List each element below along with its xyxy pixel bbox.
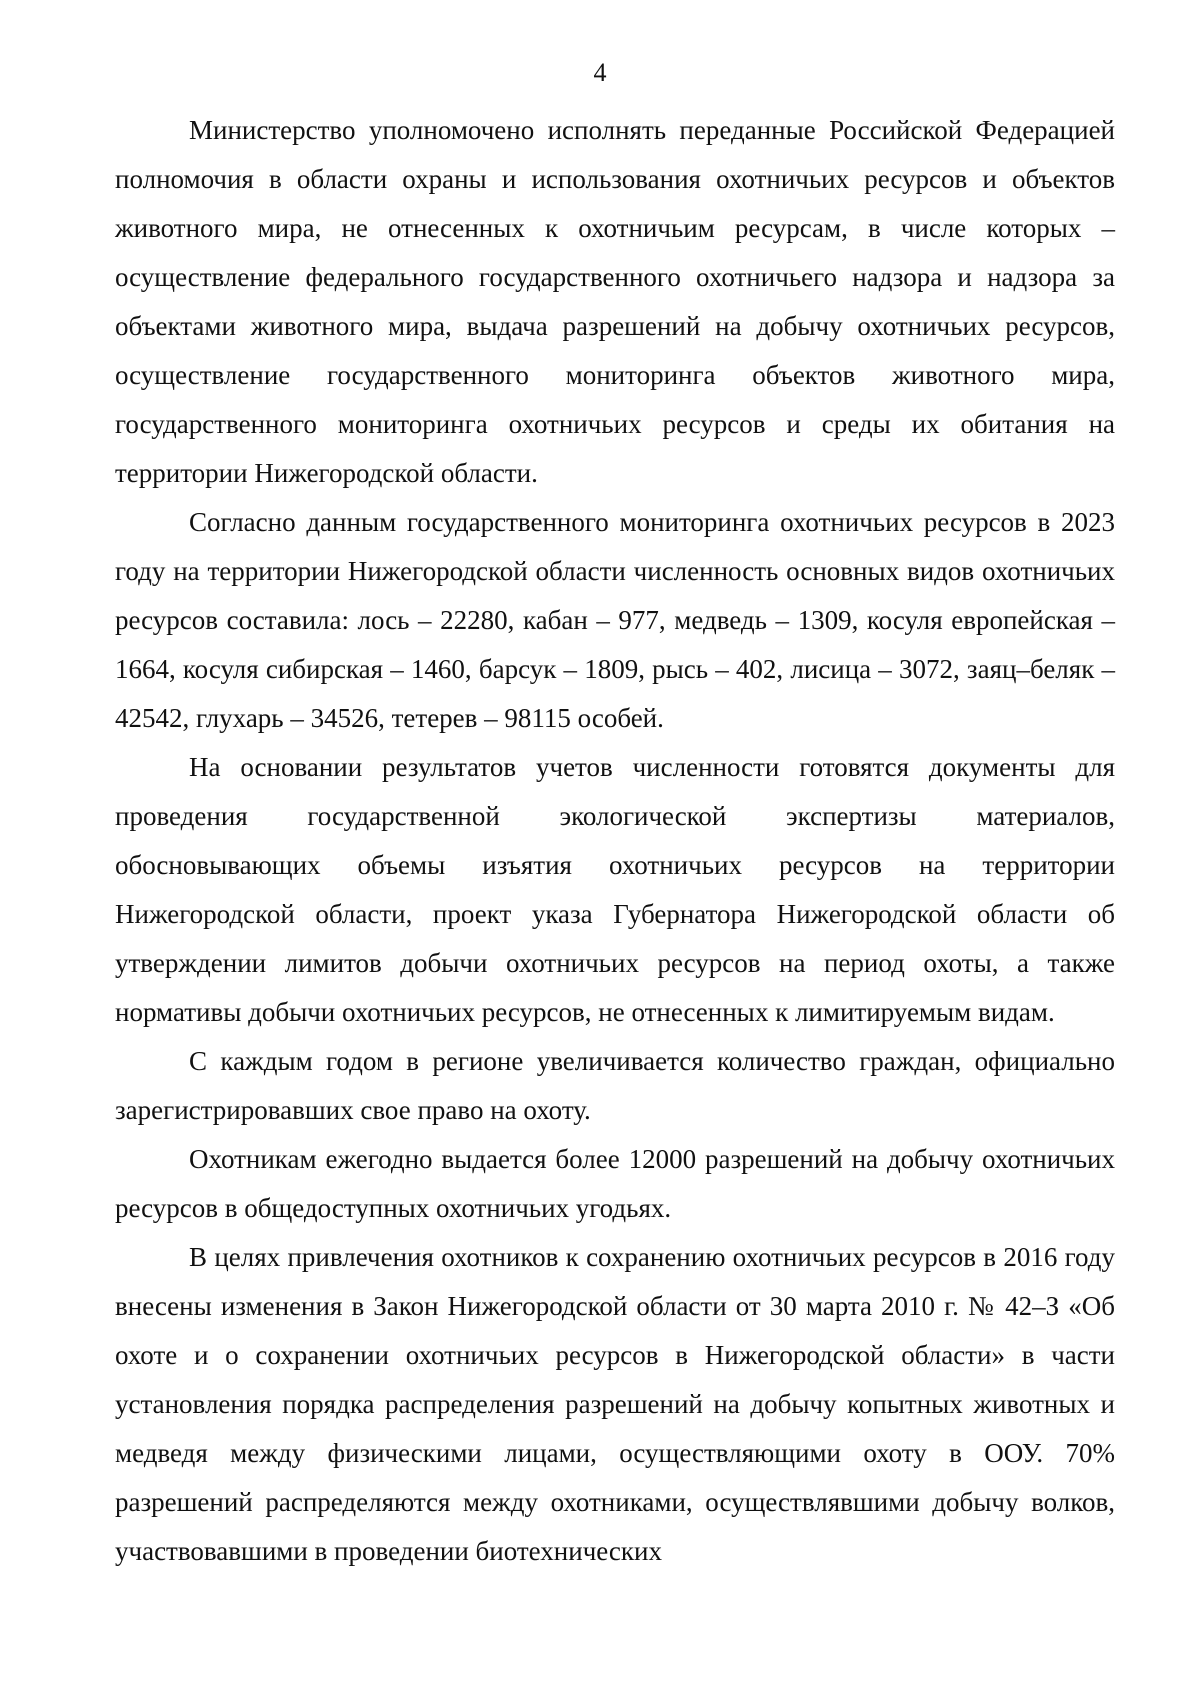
paragraph-monitoring-data: Согласно данным государственного мониторинга охотничьих ресурсов в 2023 году на территории Нижегородской области численность основных видов охотничьих ресурсов составила: лось – 22280, кабан – 977, медведь – 1309, косуля европейская – 1664, косуля сибирская – 1460, барсук – 1809, рысь – 402, лисица – 3072, заяц–беляк – 42542, глухарь – 34526, тетерев – 98115 особей. <box>115 507 1115 733</box>
paragraph-ministry-powers: Министерство уполномочено исполнять переданные Российской Федерацией полномочия в области охраны и использования охотничьих ресурсов и объектов животного мира, не отнесенных к охотничьим ресурсам, в числе которых – осуществление федерального государственного охотничьего надзора и надзора за объектами животного мира, выдача разрешений на добычу охотничьих ресурсов, осуществление государственного мониторинга объектов животного мира, государственного мониторинга охотничьих ресурсов и среды их обитания на территории Нижегородской области. <box>115 115 1115 488</box>
page-number: 4 <box>593 58 607 87</box>
document-body <box>115 106 1115 1576</box>
paragraph-law-amendments: В целях привлечения охотников к сохранению охотничьих ресурсов в 2016 году внесены изменения в Закон Нижегородской области от 30 марта 2010 г. № 42–З «Об охоте и о сохранении охотничьих ресурсов в Нижегородской области» в части установления порядка распределения разрешений на добычу копытных животных и медведя между физическими лицами, осуществляющими охоту в ООУ. 70% разрешений распределяются между охотниками, осуществлявшими добычу волков, участвовавшими в проведении биотехнических <box>115 1242 1115 1566</box>
paragraph-registered-hunters: С каждым годом в регионе увеличивается количество граждан, официально зарегистрировавших свое право на охоту. <box>115 1046 1115 1125</box>
paragraph-permits-issued: Охотникам ежегодно выдается более 12000 разрешений на добычу охотничьих ресурсов в общедоступных охотничьих угодьях. <box>115 1144 1115 1223</box>
paragraph-accounting-results: На основании результатов учетов численности готовятся документы для проведения государственной экологической экспертизы материалов, обосновывающих объемы изъятия охотничьих ресурсов на территории Нижегородской области, проект указа Губернатора Нижегородской области об утверждении лимитов добычи охотничьих ресурсов на период охоты, а также нормативы добычи охотничьих ресурсов, не отнесенных к лимитируемым видам. <box>115 752 1115 1027</box>
